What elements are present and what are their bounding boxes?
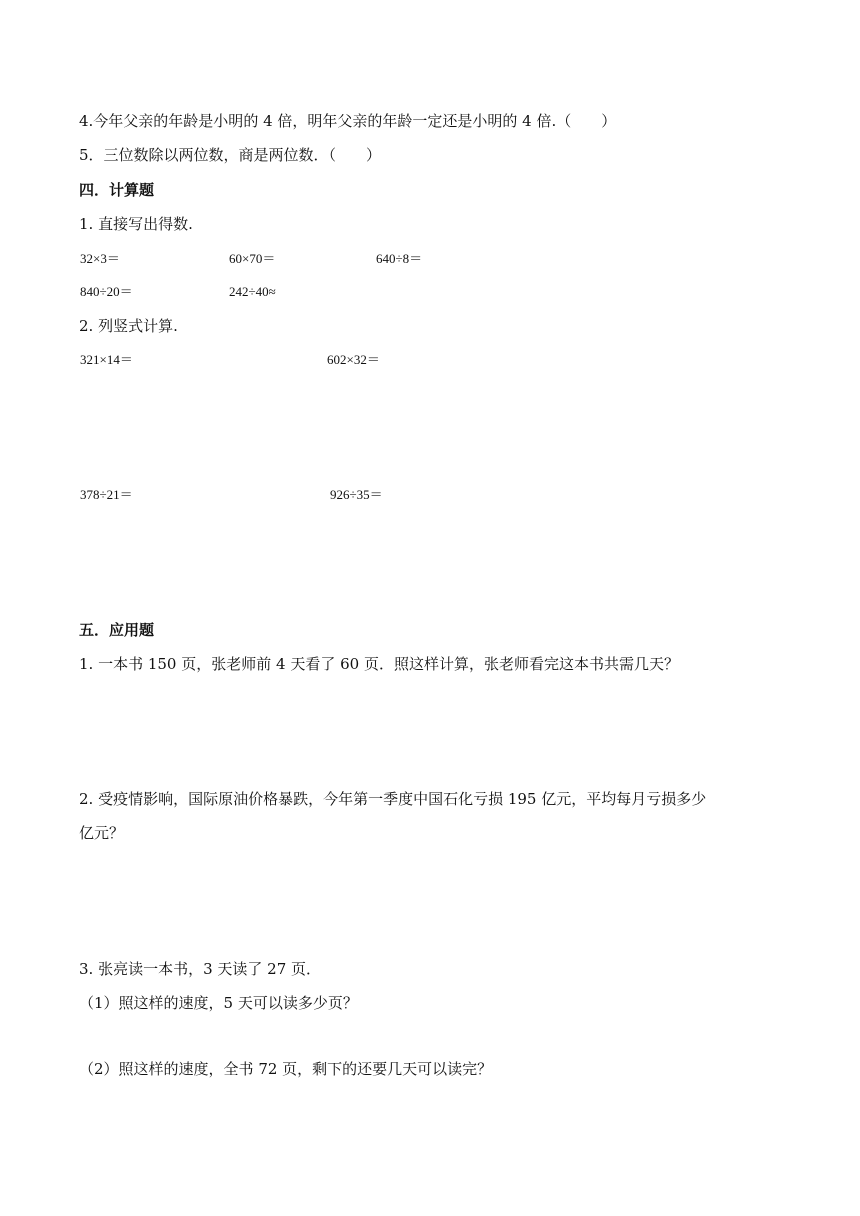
application-question-3-sub-2: （2）照这样的速度，全书 72 页，剩下的还要几天可以读完？ bbox=[79, 1060, 493, 1078]
vertical-problem-2: 602×32＝ bbox=[327, 352, 380, 367]
application-question-3: 3. 张亮读一本书，3 天读了 27 页． bbox=[79, 960, 322, 978]
calc-part2-label: 2. 列竖式计算. bbox=[79, 317, 178, 335]
calc-part1-label: 1. 直接写出得数. bbox=[79, 215, 193, 233]
application-question-3-sub-1: （1）照这样的速度，5 天可以读多少页？ bbox=[79, 994, 358, 1012]
oral-problem-3: 640÷8＝ bbox=[376, 251, 423, 266]
vertical-problem-4: 926÷35＝ bbox=[330, 487, 383, 502]
judgement-item-4: 4.今年父亲的年龄是小明的 4 倍，明年父亲的年龄一定还是小明的 4 倍.（ ） bbox=[79, 112, 617, 130]
section-heading-calculation: 四．计算题 bbox=[79, 181, 155, 199]
oral-problem-1: 32×3＝ bbox=[80, 251, 120, 266]
application-question-1: 1. 一本书 150 页，张老师前 4 天看了 60 页．照这样计算，张老师看完这本书共需几天？ bbox=[79, 655, 679, 673]
section-heading-application: 五．应用题 bbox=[79, 621, 155, 639]
vertical-problem-1: 321×14＝ bbox=[80, 352, 133, 367]
oral-problem-5: 242÷40≈ bbox=[229, 284, 276, 299]
application-question-2-line-1: 2. 受疫情影响，国际原油价格暴跌，今年第一季度中国石化亏损 195 亿元，平均每月亏损多少 bbox=[79, 790, 707, 808]
oral-problem-2: 60×70＝ bbox=[229, 251, 276, 266]
judgement-item-5: 5．三位数除以两位数，商是两位数．（ ） bbox=[79, 146, 382, 164]
vertical-problem-3: 378÷21＝ bbox=[80, 487, 133, 502]
oral-problem-4: 840÷20＝ bbox=[80, 284, 133, 299]
application-question-2-line-2: 亿元？ bbox=[79, 824, 125, 842]
